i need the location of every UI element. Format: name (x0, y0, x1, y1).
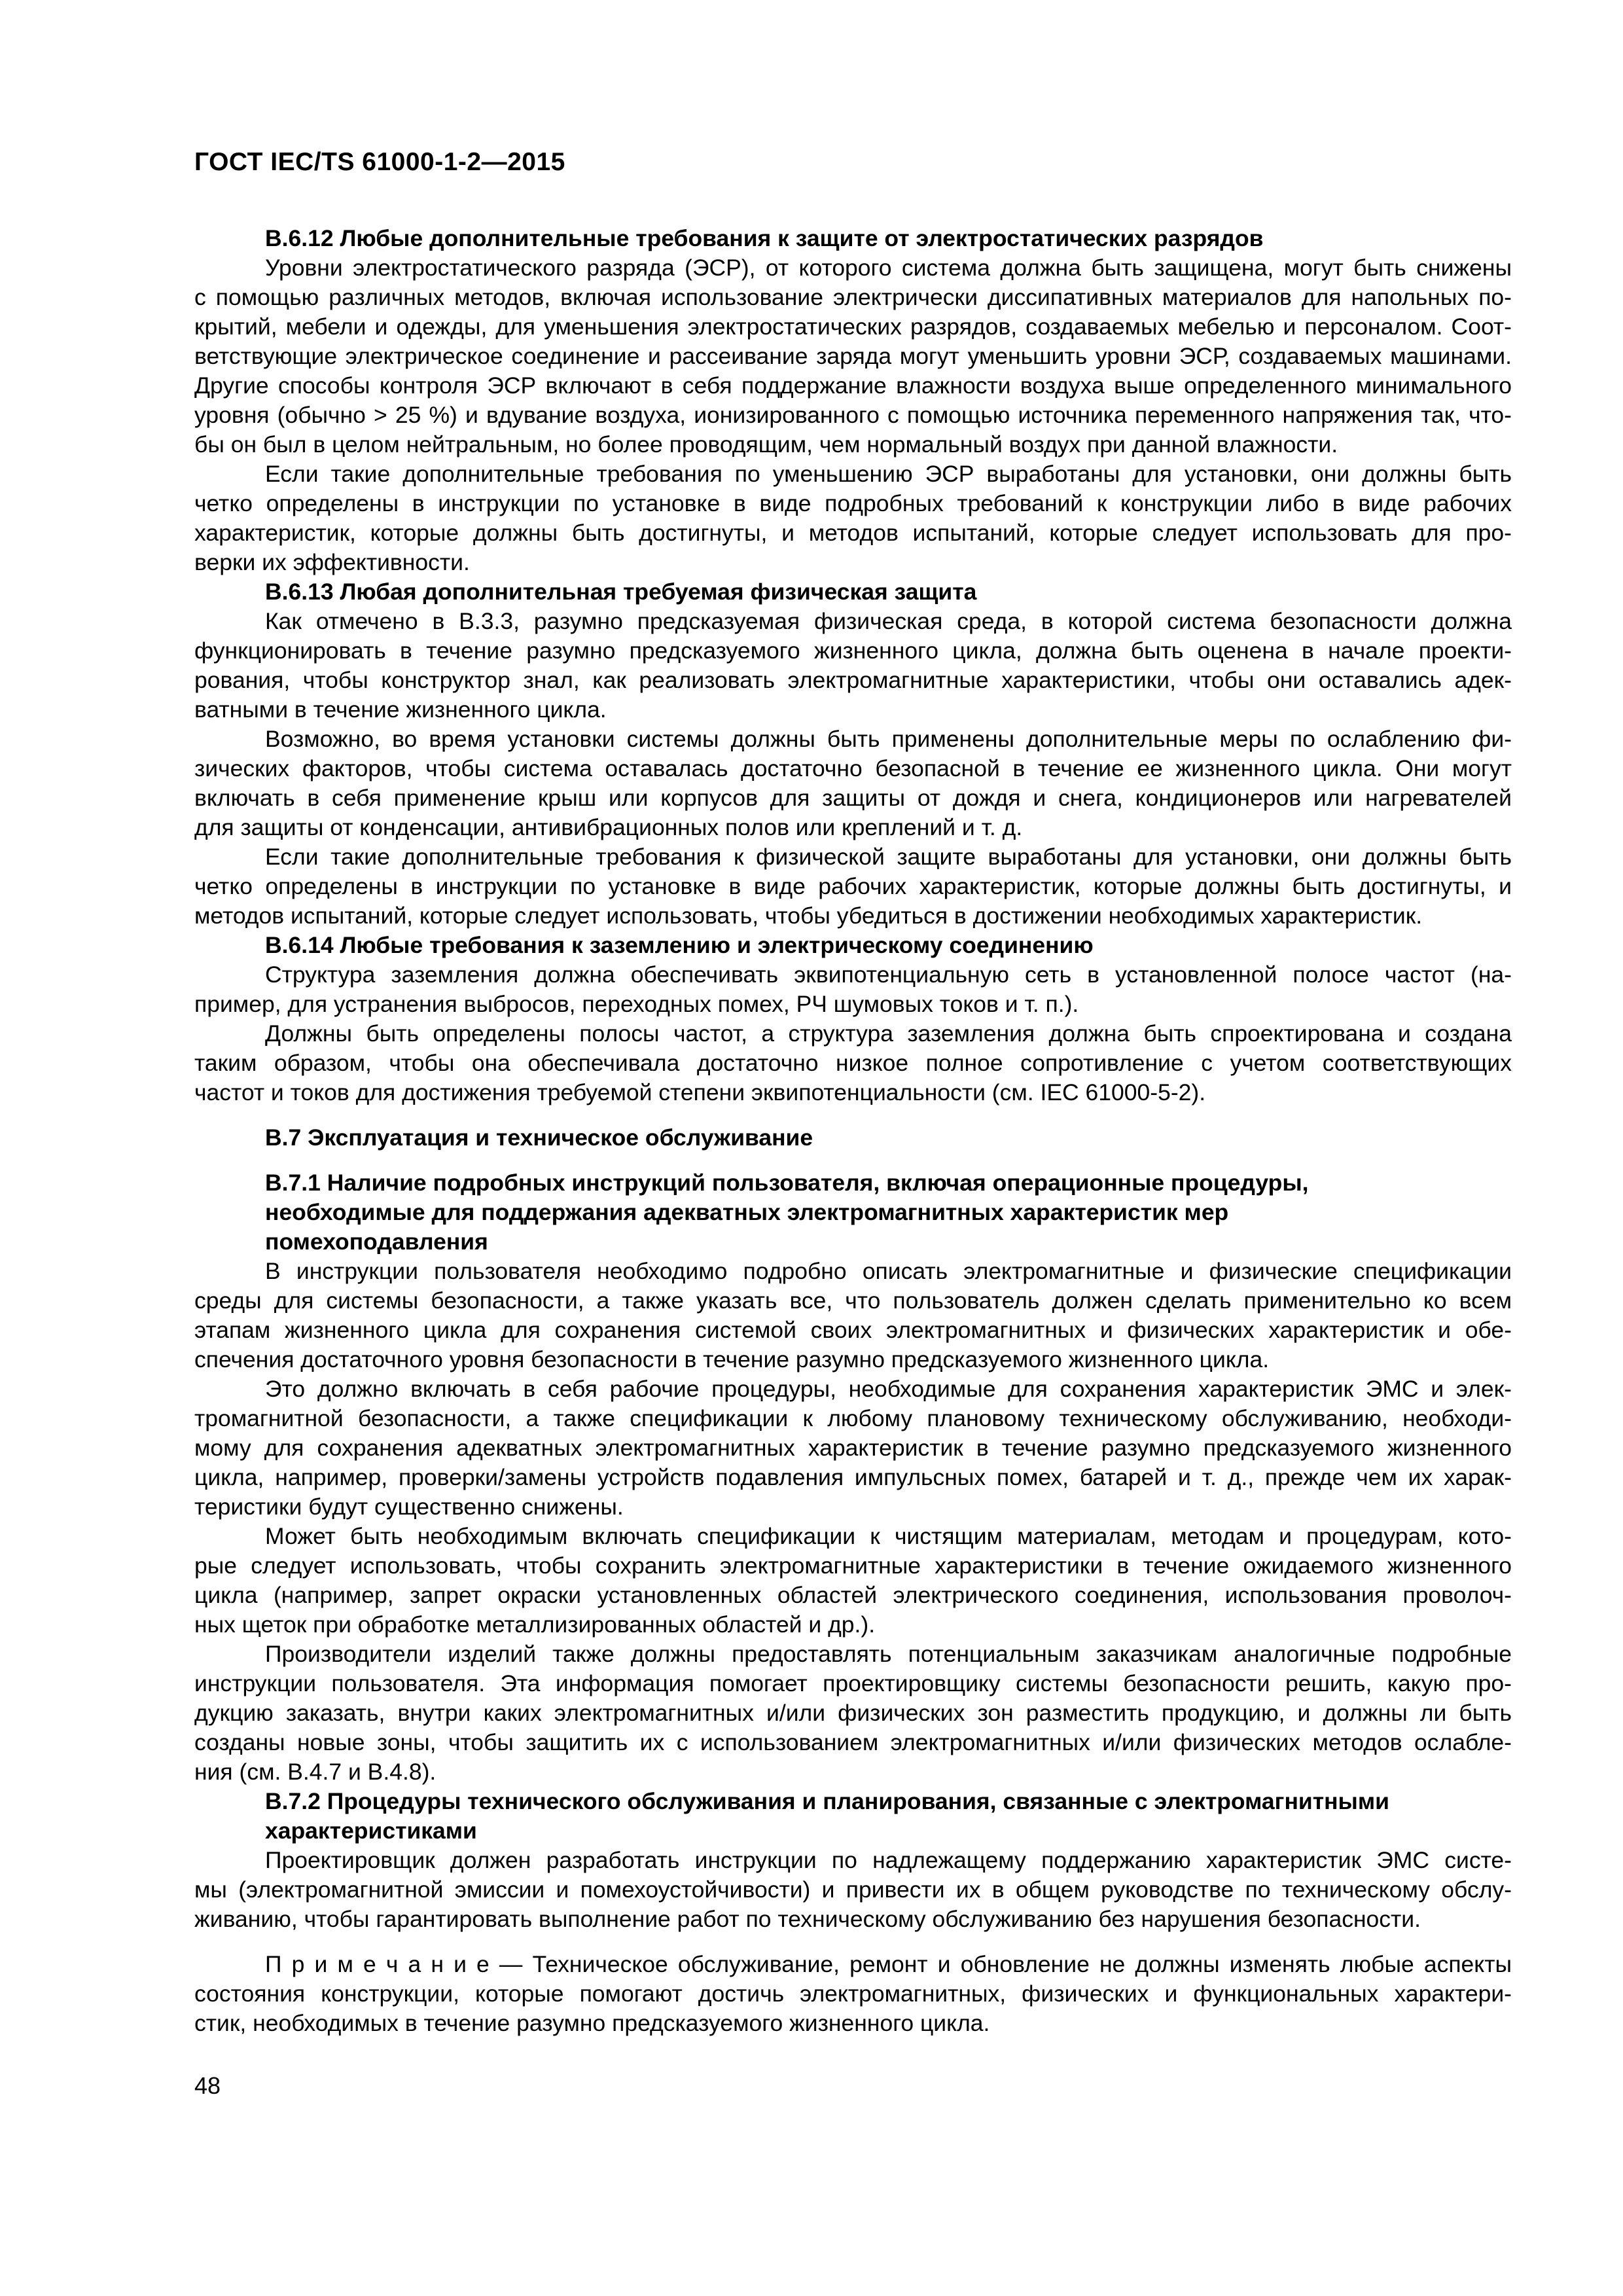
text-line: живанию, чтобы гарантировать выполнение работ по техническому обслуживанию без нарушения безопасности. (194, 1906, 1421, 1932)
text-line: характеристик, которые должны быть достигнуты, и методов испытаний, которые следует использовать для про- (194, 520, 1512, 546)
text-line: таким образом, чтобы она обеспечивала достаточно низкое полное сопротивление с учетом соответствующих (194, 1050, 1512, 1076)
section-spacer (194, 1107, 1512, 1123)
section-heading (194, 931, 1512, 960)
note-paragraph (194, 1950, 1512, 2038)
document-header-title: ГОСТ IEC/TS 61000-1-2—2015 (194, 148, 565, 176)
paragraph (194, 459, 1512, 577)
text-line: четко определены в инструкции по установке в виде подробных требований к конструкции либо в виде рабочих (194, 490, 1512, 516)
paragraph (194, 1640, 1512, 1787)
text-line: инструкции пользователя. Эта информация помогает проектировщику системы безопасности решить, какую про- (194, 1670, 1512, 1696)
text-line: цикла, например, проверки/замены устройств подавления импульсных помех, батарей и т. д., прежде чем их харак- (194, 1464, 1512, 1490)
text-line: Если такие дополнительные требования по уменьшению ЭСР выработаны для установки, они должны быть (265, 461, 1512, 487)
text-line: зических факторов, чтобы система оставалась достаточно безопасной в течение ее жизненного цикла. Они могут (194, 755, 1512, 781)
text-line: П р и м е ч а н и е — Техническое обслуживание, ремонт и обновление не должны изменять любые аспекты (265, 1951, 1512, 1977)
text-line: Может быть необходимым включать спецификации к чистящим материалам, методам и процедурам, кото- (265, 1523, 1512, 1549)
text-line: рые следует использовать, чтобы сохранить электромагнитные характеристики в течение ожидаемого жизненного (194, 1552, 1512, 1579)
text-line: Проектировщик должен разработать инструкции по надлежащему поддержанию характеристик ЭМС систе- (265, 1847, 1512, 1873)
text-line: стик, необходимых в течение разумно предсказуемого жизненного цикла. (194, 2010, 990, 2036)
text-line: мому для сохранения адекватных электромагнитных характеристик в течение разумно предсказуемого жизненного (194, 1435, 1512, 1461)
text-line: этапам жизненного цикла для сохранения системой своих электромагнитных и физических характеристик и обе- (194, 1317, 1512, 1343)
paragraph (194, 253, 1512, 459)
paragraph (194, 725, 1512, 842)
text-line: Это должно включать в себя рабочие процедуры, необходимые для сохранения характеристик ЭМС и элек- (265, 1376, 1512, 1402)
text-line: ных щеток при обработке металлизированных областей и др.). (194, 1611, 876, 1638)
paragraph (194, 960, 1512, 1019)
text-line: частот и токов для достижения требуемой степени эквипотенциальности (см. IEC 61000-5-2). (194, 1079, 1206, 1105)
text-line: необходимые для поддержания адекватных электромагнитных характеристик мер (265, 1199, 1229, 1225)
text-line: В.6.14 Любые требования к заземлению и электрическому соединению (265, 932, 1094, 958)
text-line: с помощью различных методов, включая использование электрически диссипативных материалов для напольных по- (194, 284, 1512, 310)
text-line: характеристиками (265, 1818, 477, 1844)
document-body (194, 224, 1512, 2038)
text-line: уровня (обычно > 25 %) и вдувание воздуха, ионизированного с помощью источника переменного напряжения так, что- (194, 402, 1512, 428)
text-line: В.6.13 Любая дополнительная требуемая физическая защита (265, 579, 977, 605)
text-line: В.7.1 Наличие подробных инструкций пользователя, включая операционные процедуры, (265, 1170, 1309, 1196)
text-line: Уровни электростатического разряда (ЭСР), от которого система должна быть защищена, могут быть снижены (265, 255, 1512, 281)
text-line: мы (электромагнитной эмиссии и помехоустойчивости) и привести их в общем руководстве по техническому обслу- (194, 1876, 1512, 1903)
text-line: помехоподавления (265, 1229, 488, 1255)
text-line: верки их эффективности. (194, 549, 470, 575)
text-line: ния (см. В.4.7 и В.4.8). (194, 1759, 437, 1785)
text-line: ветствующие электрическое соединение и рассеивание заряда могут уменьшить уровни ЭСР, создаваемых машинами. (194, 343, 1512, 369)
text-line: функционировать в течение разумно предсказуемого жизненного цикла, должна быть оценена в начале проекти- (194, 637, 1512, 664)
text-line: созданы новые зоны, чтобы защитить их с использованием электромагнитных и/или физических методов ослабле- (194, 1729, 1512, 1755)
text-line: крытий, мебели и одежды, для уменьшения электростатических разрядов, создаваемых мебелью и персоналом. Соот- (194, 314, 1512, 340)
text-line: методов испытаний, которые следует использовать, чтобы убедиться в достижении необходимых характеристик. (194, 903, 1423, 929)
text-line: В.7.2 Процедуры технического обслуживания и планирования, связанные с электромагнитными (265, 1788, 1389, 1814)
text-line: Если такие дополнительные требования к физической защите выработаны для установки, они должны быть (265, 844, 1512, 870)
text-line: спечения достаточного уровня безопасности в течение разумно предсказуемого жизненного цикла. (194, 1346, 1270, 1372)
section-spacer (194, 1934, 1512, 1950)
text-line: четко определены в инструкции по установке в виде рабочих характеристик, которые должны быть достигнуты, и (194, 873, 1512, 899)
text-line: тромагнитной безопасности, а также спецификации к любому плановому техническому обслуживанию, необходи- (194, 1405, 1512, 1431)
text-line: пример, для устранения выбросов, переходных помех, РЧ шумовых токов и т. п.). (194, 991, 1079, 1017)
paragraph (194, 1257, 1512, 1374)
page-number: 48 (194, 2072, 221, 2099)
section-heading (194, 1123, 1512, 1153)
paragraph (194, 607, 1512, 725)
text-line: рования, чтобы конструктор знал, как реализовать электромагнитные характеристики, чтобы они оставались адек- (194, 667, 1512, 693)
text-line: Структура заземления должна обеспечивать эквипотенциальную сеть в установленной полосе частот (на- (265, 961, 1512, 988)
text-line: Как отмечено в В.3.3, разумно предсказуемая физическая среда, в которой система безопасности должна (265, 608, 1512, 634)
section-heading (194, 1787, 1512, 1846)
text-line: В.7 Эксплуатация и техническое обслуживание (265, 1124, 813, 1151)
text-line: бы он был в целом нейтральным, но более проводящим, чем нормальный воздух при данной влажности. (194, 431, 1338, 457)
section-heading (194, 577, 1512, 607)
paragraph (194, 1846, 1512, 1934)
text-line: состояния конструкции, которые помогают достичь электромагнитных, физических и функциональных характери- (194, 1981, 1512, 2007)
text-line: для защиты от конденсации, антивибрационных полов или креплений и т. д. (194, 814, 1023, 840)
text-line: цикла (например, запрет окраски установленных областей электрического соединения, использования проволоч- (194, 1582, 1512, 1608)
section-heading (194, 1168, 1512, 1257)
text-line: Производители изделий также должны предоставлять потенциальным заказчикам аналогичные подробные (265, 1641, 1512, 1667)
text-line: среды для системы безопасности, а также указать все, что пользователь должен сделать применительно ко всем (194, 1287, 1512, 1314)
text-line: теристики будут существенно снижены. (194, 1494, 624, 1520)
text-line: Должны быть определены полосы частот, а структура заземления должна быть спроектирована и создана (265, 1020, 1512, 1047)
text-line: В.6.12 Любые дополнительные требования к защите от электростатических разрядов (265, 225, 1264, 251)
text-line: ватными в течение жизненного цикла. (194, 696, 607, 723)
text-line: Другие способы контроля ЭСР включают в себя поддержание влажности воздуха выше определенного минимального (194, 372, 1512, 399)
text-line: В инструкции пользователя необходимо подробно описать электромагнитные и физические спецификации (265, 1258, 1512, 1284)
paragraph (194, 1374, 1512, 1522)
section-spacer (194, 1153, 1512, 1168)
paragraph (194, 1522, 1512, 1640)
paragraph (194, 1019, 1512, 1107)
text-line: Возможно, во время установки системы должны быть применены дополнительные меры по ослаблению фи- (265, 726, 1512, 752)
section-heading (194, 224, 1512, 253)
text-line: дукцию заказать, внутри каких электромагнитных и/или физических зон разместить продукцию, и должны ли быть (194, 1700, 1512, 1726)
text-line: включать в себя применение крыш или корпусов для защиты от дождя и снега, кондиционеров или нагревателей (194, 785, 1512, 811)
paragraph (194, 842, 1512, 931)
